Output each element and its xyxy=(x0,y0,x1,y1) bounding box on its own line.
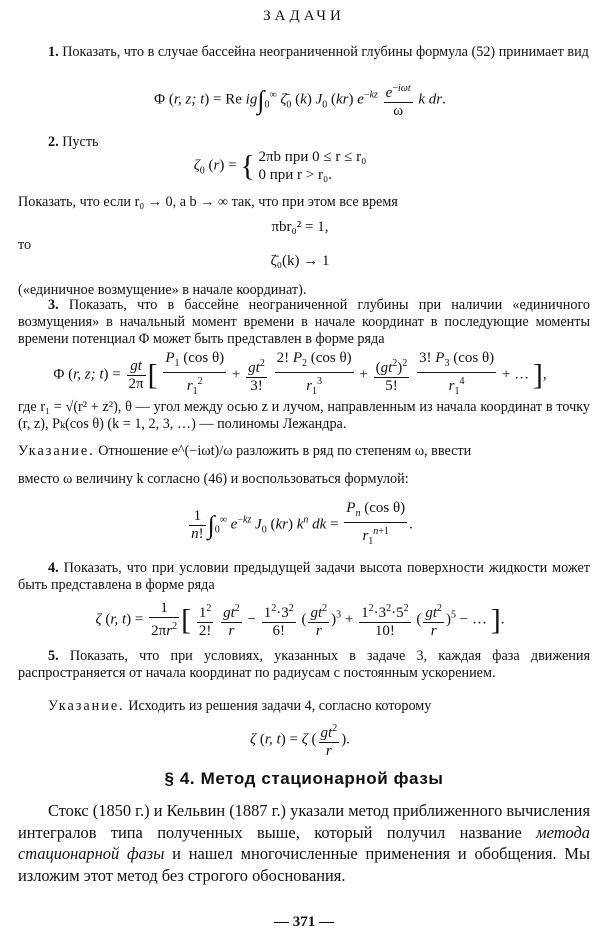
formula-3-integral: $\frac{1}{n!}$ $\int_0^\infty$ $e^{-kz}$ $J_0$ (kr) $k^n$ dk = $\frac{P_n (\cos \theta)}{r_1^{n+1}}$ . xyxy=(191,500,413,547)
problem-3-hint-line2: вместо ω величину k согласно (46) и воспользоваться формулой: xyxy=(18,471,409,487)
problem-1-number: 1. xyxy=(48,44,59,60)
problem-3-text xyxy=(18,297,590,348)
formula-2-limit: ζ̄₀(k) → 1 xyxy=(270,253,330,269)
problem-3-hint-line1 xyxy=(18,443,590,460)
formula-4-series: ζ (r, t) = $\frac{1}{2\pi r^2}$ [ $\frac{1^2}{2!}$ $\frac{gt^2}{r}$ − $\frac{1^2\cdot 3^2}{6!}$ ( $\frac{gt^2}{r}$ )$^3$ + $\frac{1^2\cdot 3^2\cdot 5^2}{10!}$ ( $\frac{gt^2}{r}$ )$^5$ − … ]. xyxy=(95,600,505,639)
problem-4-text xyxy=(18,560,590,594)
problem-5-body: Показать, что при условиях, указанных в задаче 3, каждая фаза движения распространяется от начала координат по радиусам с постоянным ускорением. xyxy=(18,648,590,681)
case-1: 2πb при 0 ≤ r ≤ r₀ xyxy=(258,149,367,165)
problem-5-number: 5. xyxy=(48,648,59,664)
problem-2-number: 2. xyxy=(48,134,59,150)
formula-2-condition: πbr₀² = 1, xyxy=(271,219,329,235)
problem-1-body: Показать, что в случае бассейна неограниченной глубины формула (52) принимает вид xyxy=(62,44,589,60)
section-title: § 4. Метод стационарной фазы xyxy=(164,769,444,788)
problem-2-lead-text: Пусть xyxy=(62,134,99,150)
formula-3-series: Φ (r, z; t) = $\frac{gt}{2\pi}$ [ $\frac{P_1 (\cos \theta)}{r_1^2}$ + $\frac{gt^2}{3!}$ $\frac{2! P_2 (\cos \theta)}{r_1^3}$ + $\frac{(gt^2)^2}{5!}$ $\frac{3! P_3 (\cos \theta)}{r_1^4}$ + … ], xyxy=(53,350,547,397)
problem-2-text1: Показать, что если r₀ → 0, а b → ∞ так, что при этом все время xyxy=(18,194,398,210)
hint-text-5: Исходить из решения задачи 4, согласно которому xyxy=(128,698,432,714)
hint-text-1: Отношение e^(−iωt)/ω разложить в ряд по степеням ω, ввести xyxy=(98,443,472,459)
case-2: 0 при r > r₀. xyxy=(258,167,332,183)
section-text-b: и нашел многочисленные применения и обобщения. Мы изложим этот метод без строгого обоснования. xyxy=(18,844,591,885)
problem-3-body: Показать, что в бассейне неограниченной глубины при наличии «единичного возмущения» в начальный момент времени в начале координат в последующие моменты времени потенциал Φ может быть представлен в форме ряда xyxy=(18,297,591,347)
problem-1-text xyxy=(18,44,590,61)
page-number: — 371 — xyxy=(274,914,334,930)
problem-2-text2: то xyxy=(18,237,32,253)
section-paragraph xyxy=(18,800,590,886)
problem-4-body: Показать, что при условии предыдущей задачи высота поверхности жидкости может быть представлена в форме ряда xyxy=(18,560,591,593)
problem-4-number: 4. xyxy=(48,560,59,576)
hint-label-5: Указание. xyxy=(48,698,125,714)
formula-2-piecewise: $\zeta_0$ (r) = { 2πb при 0 ≤ r ≤ r₀ 0 при r > r₀. xyxy=(193,149,367,183)
problem-2-text3: («единичное возмущение» в начале координат). xyxy=(18,282,307,298)
problem-3-number: 3. xyxy=(48,297,59,313)
problem-5-text xyxy=(18,648,590,682)
problem-3-where: где r₁ = √(r² + z²), θ — угол между осью z и лучом, направленным из начала координат в точку (r, z), Pₖ(cos θ) (k = 1, 2, 3, …) — полиномы Лежандра. xyxy=(18,399,590,432)
section-emphasis: метода стационарной фазы xyxy=(18,822,590,863)
formula-5: ζ (r, t) = ζ ( $\frac{gt^2}{r}$ ). xyxy=(0,720,600,760)
hint-label: Указание. xyxy=(18,443,95,459)
problem-5-hint xyxy=(18,698,590,715)
problems-heading: ЗАДАЧИ xyxy=(263,8,345,24)
formula-1: Φ (r, z; t) = Re $ig\int_0^\infty$ $\zetā_0$ (k) $J_0$ (kr) $e^{-kz}$ $\frac{e^{-i\omega t}}{\omega}$ k dr. xyxy=(0,80,600,120)
section-text-a: Стокс (1850 г.) и Кельвин (1887 г.) указали метод приближенного вычисления интегралов типа полученных выше, который получил название xyxy=(18,801,590,842)
